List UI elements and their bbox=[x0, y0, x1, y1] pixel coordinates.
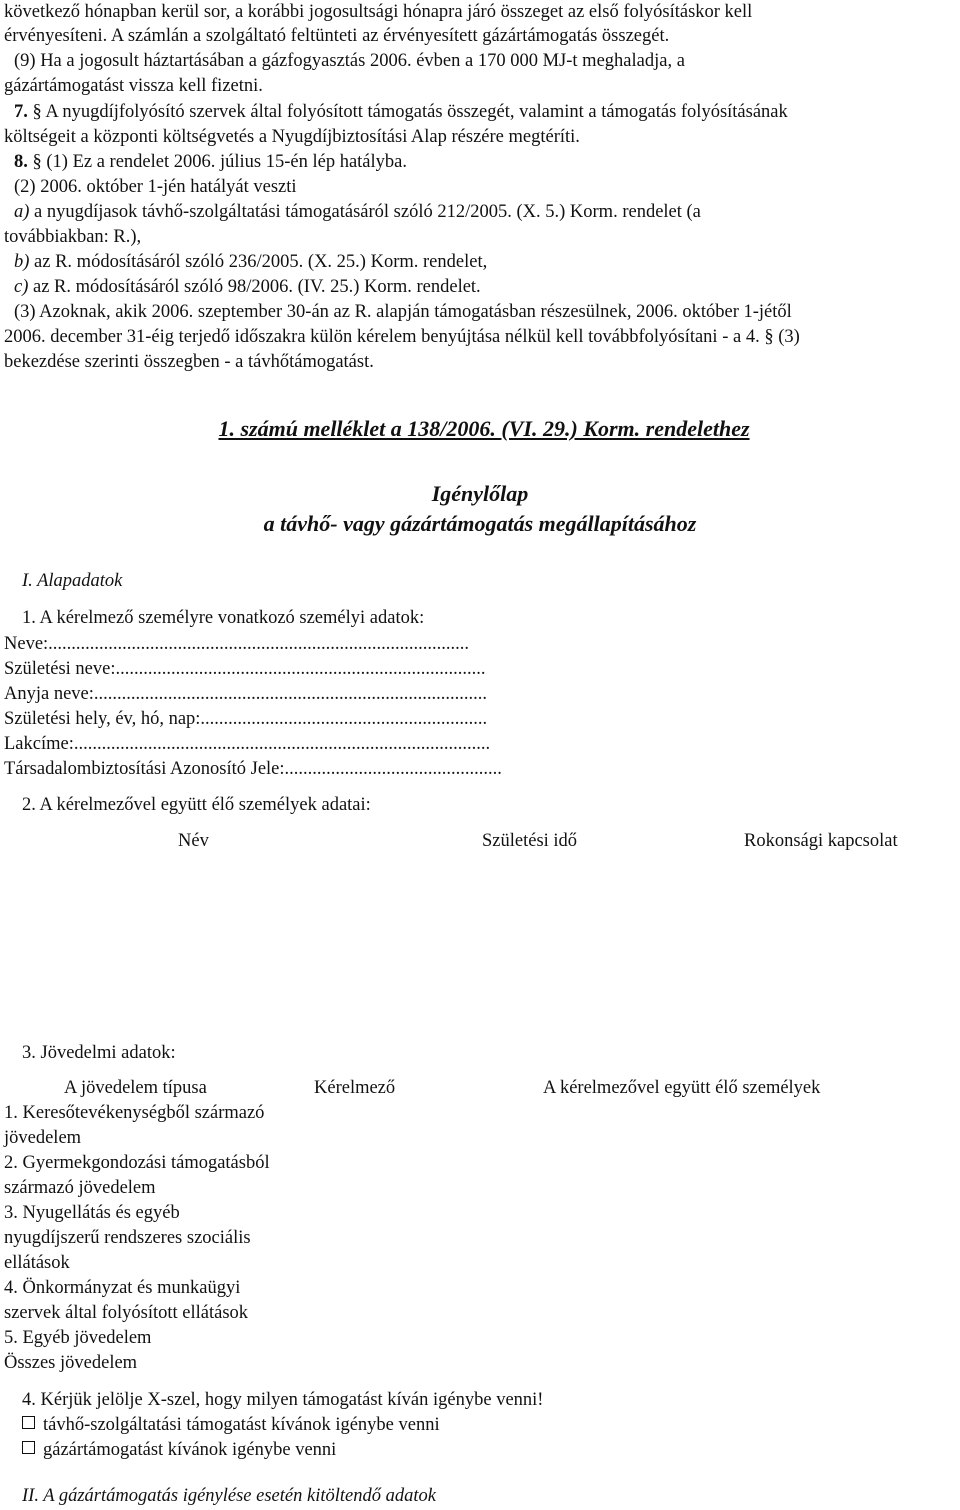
section-sign-link[interactable]: § bbox=[32, 152, 42, 172]
income-row-label: 3. Nyugellátás és egyéb bbox=[4, 1203, 180, 1223]
list-item-b bbox=[14, 250, 487, 275]
question-4: 4. Kérjük jelölje X-szel, hogy milyen támogatást kíván igénybe venni! bbox=[22, 1390, 544, 1410]
field-birth-place-date[interactable]: Születési hely, év, hó, nap:.............................................................. bbox=[4, 709, 488, 729]
annex-title: 1. számú melléklet a 138/2006. (VI. 29.) Korm. rendelethez bbox=[218, 416, 750, 441]
table-header-name: Név bbox=[178, 831, 209, 851]
income-row-label: 2. Gyermekgondozási támogatásból bbox=[4, 1153, 270, 1173]
field-mother-name[interactable]: Anyja neve:..................................................................................... bbox=[4, 684, 488, 704]
part-1-heading: I. Alapadatok bbox=[22, 571, 123, 591]
list-text: az R. módosításáról szóló 236/2005. (X. 25.) Korm. rendelet, bbox=[34, 252, 488, 272]
text-line: érvényesíteni. A számlán a szolgáltató feltünteti az érvényesített gázártámogatás összegét. bbox=[4, 26, 670, 46]
question-2: 2. A kérelmezővel együtt élő személyek adatai: bbox=[22, 795, 371, 815]
list-item-a bbox=[14, 200, 701, 225]
table-header-relationship: Rokonsági kapcsolat bbox=[744, 831, 898, 851]
income-row-label: jövedelem bbox=[4, 1128, 82, 1148]
income-row-label: 1. Keresőtevékenységből származó bbox=[4, 1103, 265, 1123]
income-row-label: származó jövedelem bbox=[4, 1178, 156, 1198]
section-text: A nyugdíjfolyósító szervek által folyósított támogatás összegét, valamint a támogatás folyósításának bbox=[45, 102, 788, 122]
income-total-label: Összes jövedelem bbox=[4, 1353, 138, 1373]
option-label: távhő-szolgáltatási támogatást kívánok igénybe venni bbox=[43, 1415, 440, 1435]
option-district-heating[interactable] bbox=[22, 1413, 440, 1438]
income-row-label: ellátások bbox=[4, 1253, 70, 1273]
list-label: c) bbox=[14, 277, 29, 297]
text-span: 2006. december 31-éig terjedő időszakra külön kérelem benyújtása nélkül kell továbbfolyósítani - a 4. bbox=[4, 327, 760, 347]
text-line bbox=[4, 325, 800, 350]
field-address[interactable]: Lakcíme:.......................................................................................... bbox=[4, 734, 491, 754]
table-header-household: A kérelmezővel együtt élő személyek bbox=[543, 1078, 821, 1098]
income-row-label: 4. Önkormányzat és munkaügyi bbox=[4, 1278, 241, 1298]
text-line: költségeit a központi költségvetés a Nyugdíjbiztosítási Alap részére megtéríti. bbox=[4, 127, 580, 147]
list-label: b) bbox=[14, 252, 30, 272]
checkbox[interactable] bbox=[22, 1441, 35, 1454]
field-name[interactable]: Neve:........................................................................................... bbox=[4, 634, 470, 654]
text-line: (2) 2006. október 1-jén hatályát veszti bbox=[14, 177, 297, 197]
field-taj[interactable]: Társadalombiztosítási Azonosító Jele:............................................... bbox=[4, 759, 502, 779]
table-header-income-type: A jövedelem típusa bbox=[64, 1078, 207, 1098]
section-sign-link[interactable]: § bbox=[32, 102, 42, 122]
checkbox[interactable] bbox=[22, 1416, 35, 1429]
section-number: 8. bbox=[14, 152, 28, 172]
form-title: Igénylőlap bbox=[431, 481, 529, 506]
income-row-label: szervek által folyósított ellátások bbox=[4, 1303, 249, 1323]
option-gas[interactable] bbox=[22, 1438, 336, 1463]
list-item-c bbox=[14, 275, 481, 300]
list-label: a) bbox=[14, 202, 30, 222]
table-header-applicant: Kérelmező bbox=[314, 1078, 396, 1098]
part-2-heading: II. A gázártámogatás igénylése esetén kitöltendő adatok bbox=[22, 1486, 436, 1506]
section-8 bbox=[14, 150, 407, 175]
text-line: következő hónapban kerül sor, a korábbi jogosultsági hónapra járó összeget az első folyósításkor kell bbox=[4, 2, 753, 22]
text-line: (9) Ha a jogosult háztartásában a gázfogyasztás 2006. évben a 170 000 MJ-t meghaladja, a bbox=[14, 51, 685, 71]
text-line: gázártámogatást vissza kell fizetni. bbox=[4, 76, 263, 96]
section-text: (1) Ez a rendelet 2006. július 15-én lép hatályba. bbox=[46, 152, 407, 172]
section-7 bbox=[14, 100, 788, 125]
field-birth-name[interactable]: Születési neve:................................................................................ bbox=[4, 659, 486, 679]
question-3: 3. Jövedelmi adatok: bbox=[22, 1043, 176, 1063]
section-number: 7. bbox=[14, 102, 28, 122]
text-line: továbbiakban: R.), bbox=[4, 227, 142, 247]
section-sign-link[interactable]: § bbox=[764, 327, 774, 347]
form-subtitle: a távhő- vagy gázártámogatás megállapításához bbox=[263, 511, 697, 536]
text-line: bekezdése szerinti összegben - a távhőtámogatást. bbox=[4, 352, 374, 372]
list-text: az R. módosításáról szóló 98/2006. (IV. 25.) Korm. rendelet. bbox=[33, 277, 481, 297]
list-text: a nyugdíjasok távhő-szolgáltatási támogatásáról szóló 212/2005. (X. 5.) Korm. rendelet (a bbox=[34, 202, 701, 222]
question-1: 1. A kérelmező személyre vonatkozó személyi adatok: bbox=[22, 608, 425, 628]
income-row-label: 5. Egyéb jövedelem bbox=[4, 1328, 152, 1348]
text-line: (3) Azoknak, akik 2006. szeptember 30-án az R. alapján támogatásban részesülnek, 2006. október 1-jétől bbox=[14, 302, 792, 322]
table-header-birth-date: Születési idő bbox=[482, 831, 578, 851]
text-span: (3) bbox=[778, 327, 800, 347]
income-row-label: nyugdíjszerű rendszeres szociális bbox=[4, 1228, 251, 1248]
option-label: gázártámogatást kívánok igénybe venni bbox=[43, 1440, 337, 1460]
